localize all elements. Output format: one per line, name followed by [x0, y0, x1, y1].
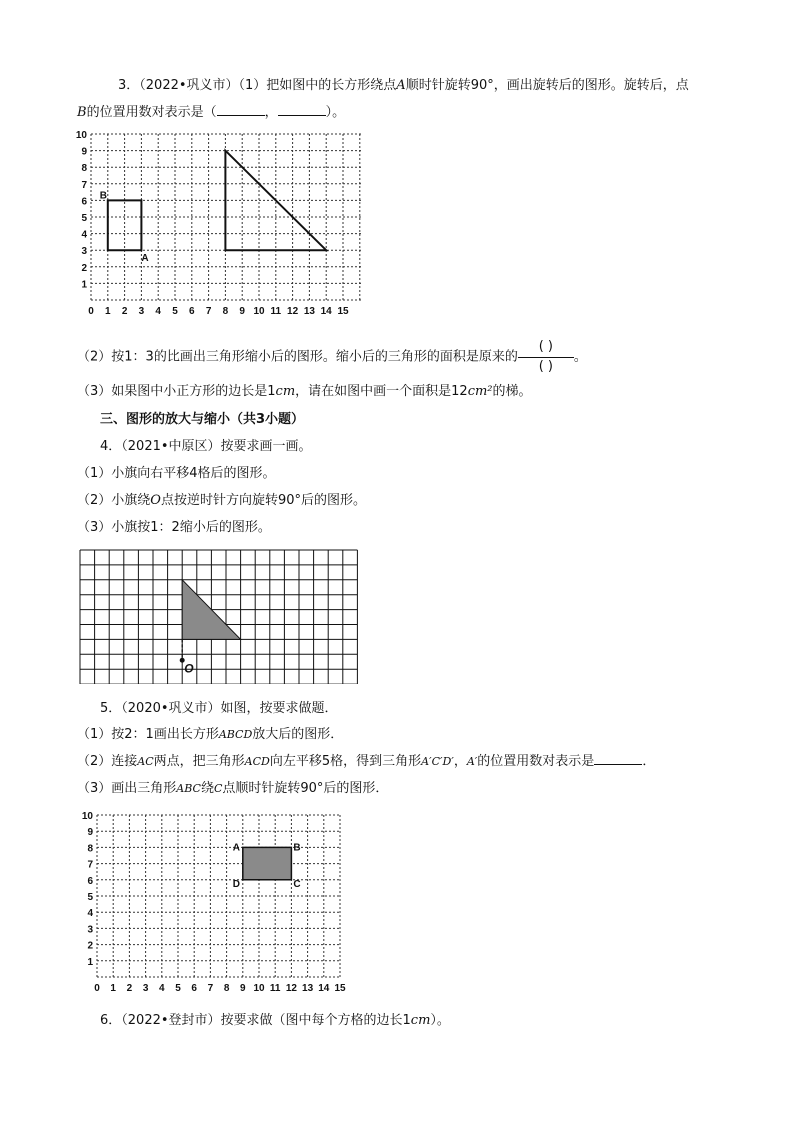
- y-tick-label: 8: [87, 843, 93, 855]
- y-tick-label: 10: [81, 811, 93, 822]
- x-tick-label: 1: [110, 983, 116, 994]
- q4-part3: （3）小旗按1：2缩小后的图形。: [77, 520, 271, 535]
- x-tick-label: 0: [94, 983, 100, 994]
- y-tick-label: 3: [87, 924, 93, 936]
- q5-label-b: B: [293, 842, 301, 854]
- y-tick-label: 6: [81, 196, 87, 208]
- y-tick-label: 6: [87, 875, 93, 887]
- x-tick-label: 8: [222, 306, 229, 317]
- y-tick-label: 1: [87, 956, 93, 968]
- x-tick-label: 13: [303, 306, 315, 317]
- q5-dotted-grid: [97, 815, 340, 977]
- y-tick-label: 4: [87, 908, 93, 920]
- q5-axis-labels: [82, 811, 346, 994]
- y-tick-label: 2: [87, 940, 93, 952]
- q3-axis-labels: [76, 130, 349, 317]
- y-tick-label: 7: [81, 179, 87, 191]
- y-tick-label: 8: [81, 163, 87, 175]
- x-tick-label: 10: [253, 306, 265, 317]
- q5-part2: （2）连接AC两点，把三角形ACD向左平移5格，得到三角形A′C′D′，A′的位置用数对表示是 ．: [77, 754, 656, 769]
- x-tick-label: 15: [337, 306, 349, 317]
- q3-grid-figure: [72, 128, 362, 320]
- x-tick-label: 4: [155, 306, 161, 317]
- x-tick-label: 11: [269, 983, 281, 994]
- q5-part1: （1）按2：1画出长方形ABCD放大后的图形．: [77, 727, 344, 742]
- y-tick-label: 7: [87, 859, 93, 871]
- x-tick-label: 2: [121, 306, 128, 317]
- x-tick-label: 8: [223, 983, 230, 994]
- x-tick-label: 12: [287, 306, 299, 317]
- x-tick-label: 6: [189, 306, 195, 317]
- y-tick-label: 5: [87, 892, 93, 903]
- q5-label-d: D: [232, 878, 241, 890]
- q4-grid-figure: [78, 548, 360, 684]
- x-tick-label: 1: [105, 306, 111, 317]
- x-tick-label: 13: [302, 983, 314, 994]
- y-tick-label: 5: [81, 213, 87, 224]
- x-tick-label: 0: [88, 306, 94, 317]
- x-tick-label: 9: [239, 306, 245, 317]
- x-tick-label: 5: [175, 983, 181, 994]
- q3-part3: （3）如果图中小正方形的边长是1cm，请在如图中画一个面积是12cm²的梯。: [77, 384, 532, 399]
- y-tick-label: 2: [81, 262, 87, 274]
- x-tick-label: 2: [126, 983, 133, 994]
- q5-part3: （3）画出三角形ABC绕C点顺时针旋转90°后的图形．: [77, 781, 389, 796]
- q3-point-b-label: B: [99, 190, 108, 202]
- y-tick-label: 10: [75, 130, 87, 141]
- x-tick-label: 10: [253, 983, 265, 994]
- q4-line1: 4．（2021•中原区）按要求画一画。: [100, 439, 312, 454]
- q3-part2: （2）按1：3的比画出三角形缩小后的图形。缩小后的三角形的面积是原来的 $\frac{( )}{( )}$ 。: [77, 339, 587, 374]
- x-tick-label: 14: [318, 983, 330, 994]
- section-title: 三、图形的放大与缩小（共3小题）: [100, 412, 305, 427]
- x-tick-label: 6: [191, 983, 197, 994]
- x-tick-label: 15: [334, 983, 346, 994]
- x-tick-label: 11: [270, 306, 282, 317]
- x-tick-label: 4: [159, 983, 165, 994]
- q3-dotted-grid: [91, 134, 362, 300]
- q5-answer-blank[interactable]: [594, 764, 642, 765]
- q5-rectangle-abcd: [243, 847, 292, 879]
- q5-label-c: C: [293, 878, 301, 890]
- q5-grid-figure: [78, 810, 358, 996]
- y-tick-label: 3: [81, 246, 87, 258]
- x-tick-label: 7: [205, 306, 212, 317]
- answer-blank-y[interactable]: [278, 115, 326, 116]
- y-tick-label: 4: [81, 229, 87, 241]
- answer-blank-x[interactable]: [217, 115, 265, 116]
- x-tick-label: 12: [285, 983, 297, 994]
- q4-part1: （1）小旗向右平移4格后的图形。: [77, 466, 276, 481]
- y-tick-label: 9: [81, 146, 87, 158]
- y-tick-label: 1: [81, 279, 87, 291]
- x-tick-label: 14: [320, 306, 332, 317]
- q3-point-a-label: A: [141, 253, 149, 265]
- q5-line1: 5．（2020•巩义市）如图，按要求做题．: [100, 701, 338, 716]
- q3-line1: 3．（2022•巩义市）（1）把如图中的长方形绕点A顺时针旋转90°，画出旋转后的图形。旋转后，点: [118, 78, 689, 93]
- x-tick-label: 9: [240, 983, 246, 994]
- x-tick-label: 7: [207, 983, 214, 994]
- y-tick-label: 9: [87, 827, 93, 839]
- answer-fraction[interactable]: $\frac{( )}{( )}$: [518, 342, 574, 372]
- x-tick-label: 3: [138, 306, 145, 317]
- q4-part2: （2）小旗绕O点按逆时针方向旋转90°后的图形。: [77, 493, 366, 508]
- q6-line1: 6．（2022•登封市）按要求做（图中每个方格的边长1cm）。: [100, 1013, 450, 1028]
- q5-label-a: A: [232, 842, 241, 854]
- q4-point-o-label: O: [184, 661, 194, 676]
- x-tick-label: 5: [172, 306, 178, 317]
- q3-line2: B的位置用数对表示是（ ， ）。: [77, 105, 346, 120]
- x-tick-label: 3: [142, 983, 149, 994]
